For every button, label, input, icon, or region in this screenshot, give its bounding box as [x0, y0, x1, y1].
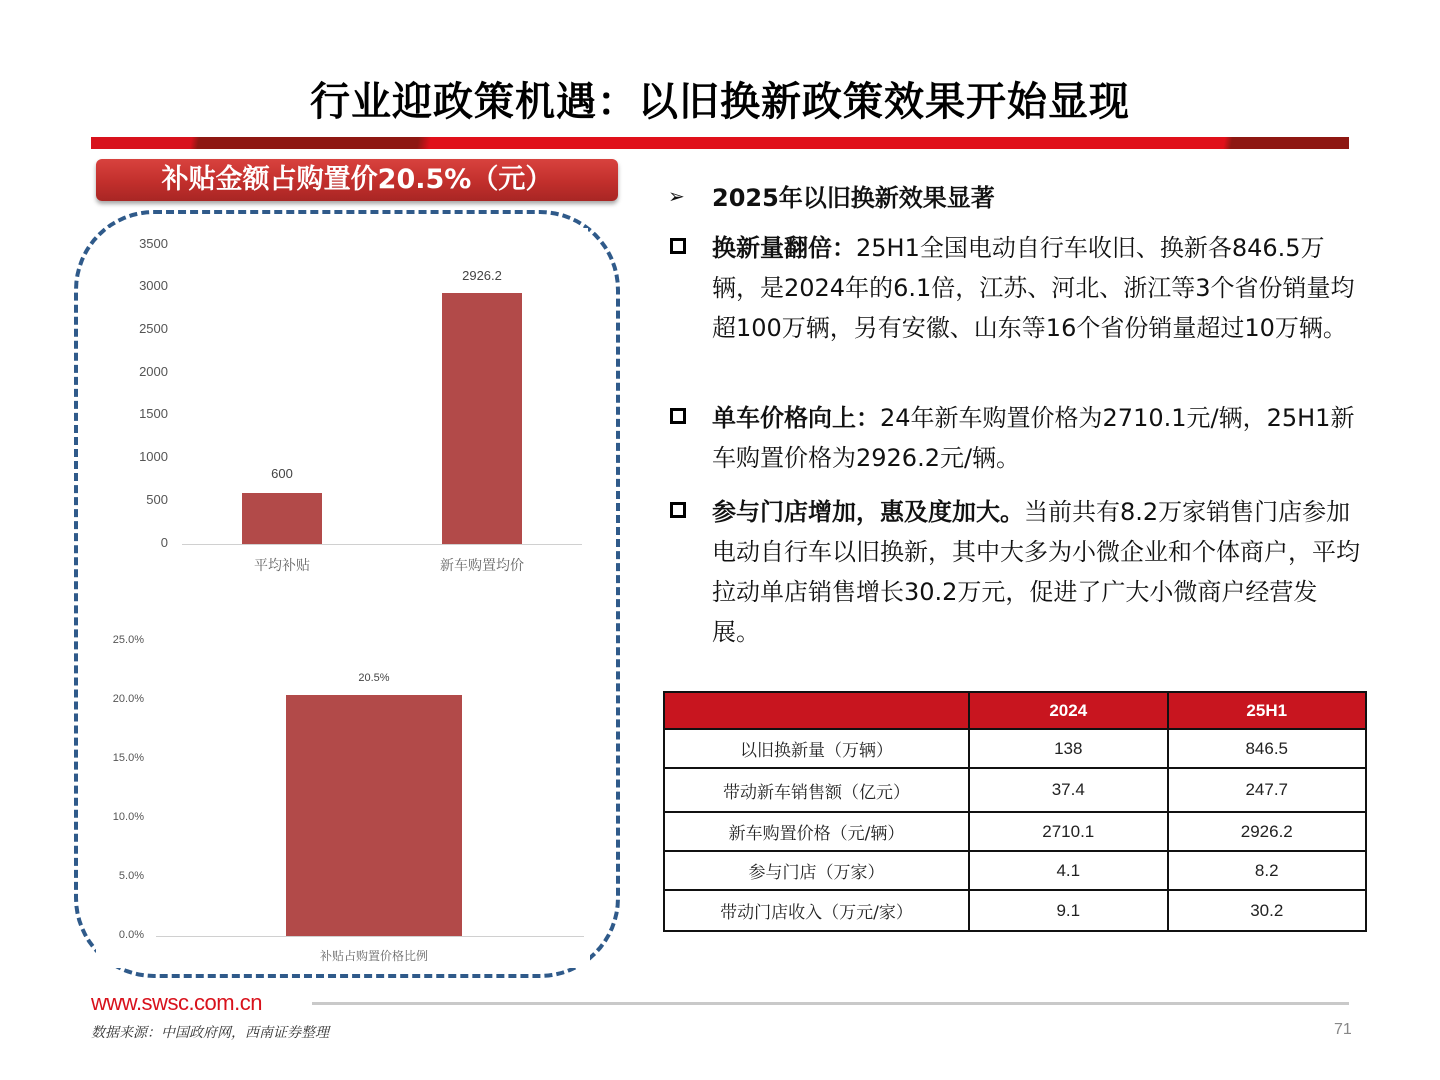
y-tick: 15.0% [112, 752, 144, 764]
bullet-body: 当前共有8.2万家销售门店参加电动自行车以旧换新，其中大多为小微企业和个体商户，平均拉动单店销售增长30.2万元，促进了广大小微商户经营发展。 [712, 498, 1360, 646]
cell-2024: 138 [969, 729, 1167, 768]
page-title: 行业迎政策机遇：以旧换新政策效果开始显现 [310, 79, 1130, 125]
x-category-label: 新车购置均价 [440, 558, 524, 574]
data-table [663, 691, 1367, 932]
x-axis-line [182, 544, 582, 545]
row-label: 参与门店（万家） [664, 851, 969, 890]
footer-website-link[interactable]: www.swsc.com.cn [91, 990, 262, 1015]
y-tick: 2500 [139, 321, 168, 336]
table-row [664, 890, 1366, 931]
row-label: 带动新车销售额（亿元） [664, 768, 969, 812]
bullet-text [712, 492, 1360, 652]
y-tick: 0.0% [118, 929, 144, 941]
data-source-note: 数据来源：中国政府网，西南证券整理 [91, 1025, 329, 1041]
cell-25h1: 30.2 [1168, 890, 1367, 931]
table-header-row [664, 692, 1366, 729]
cell-2024: 4.1 [969, 851, 1167, 890]
square-bullet-icon [670, 408, 686, 424]
cell-25h1: 846.5 [1168, 729, 1367, 768]
y-tick: 3000 [139, 278, 168, 293]
y-tick: 500 [146, 492, 168, 507]
chart-subsidy-ratio [96, 628, 590, 968]
bullet-body: 25H1全国电动自行车收旧、换新各846.5万辆，是2024年的6.1倍，江苏、河北、浙江等3个省份销量均超100万辆，另有安徽、山东等16个省份销量超过10万辆。 [712, 234, 1355, 342]
page-number: 71 [1334, 1021, 1352, 1038]
cell-25h1: 2926.2 [1168, 812, 1367, 851]
row-label: 新车购置价格（元/辆） [664, 812, 969, 851]
column-header [664, 692, 969, 729]
cell-2024: 37.4 [969, 768, 1167, 812]
bullet-bold-lead: 参与门店增加，惠及度加大。 [712, 498, 1024, 526]
y-tick: 1500 [139, 406, 168, 421]
bar-subsidy-ratio [286, 695, 462, 936]
square-bullet-icon [670, 238, 686, 254]
cell-25h1: 247.7 [1168, 768, 1367, 812]
y-tick: 5.0% [118, 870, 144, 882]
x-category-label: 平均补贴 [254, 558, 310, 574]
bullet-body: 24年新车购置价格为2710.1元/辆，25H1新车购置价格为2926.2元/辆。 [712, 404, 1355, 472]
headline-text: 2025年以旧换新效果显著 [712, 184, 995, 212]
column-header: 25H1 [1168, 692, 1367, 729]
row-label: 带动门店收入（万元/家） [664, 890, 969, 931]
y-tick: 0 [160, 535, 168, 550]
y-tick: 20.0% [112, 693, 144, 705]
table-row [664, 729, 1366, 768]
bullet-text [712, 398, 1360, 478]
y-tick: 10.0% [112, 811, 144, 823]
bar-new-vehicle-price [442, 293, 522, 544]
square-bullet-icon [670, 502, 686, 518]
headline [668, 178, 995, 213]
bullet-text [712, 228, 1360, 348]
column-header: 2024 [969, 692, 1167, 729]
bullet-bold-lead: 单车价格向上： [712, 404, 880, 432]
y-tick: 1000 [139, 449, 168, 464]
x-axis-line [156, 936, 584, 937]
chart-subsidy-vs-price [108, 228, 588, 583]
bullet-bold-lead: 换新量翻倍： [712, 234, 856, 262]
y-tick: 3500 [139, 236, 168, 251]
bar-average-subsidy [242, 493, 322, 544]
table-row [664, 851, 1366, 890]
bar-value-label: 20.5% [358, 672, 390, 684]
x-category-label: 补贴占购置价格比例 [319, 949, 428, 963]
table-row [664, 768, 1366, 812]
title-divider-bar [91, 137, 1349, 149]
cell-25h1: 8.2 [1168, 851, 1367, 890]
arrow-bullet-icon: ➢ [668, 183, 685, 208]
chart-banner-title: 补贴金额占购置价20.5%（元） [96, 159, 618, 201]
cell-2024: 2710.1 [969, 812, 1167, 851]
cell-2024: 9.1 [969, 890, 1167, 931]
row-label: 以旧换新量（万辆） [664, 729, 969, 768]
y-tick: 25.0% [112, 634, 144, 646]
bar-value-label: 600 [271, 466, 293, 481]
table-row [664, 812, 1366, 851]
y-tick: 2000 [139, 364, 168, 379]
bar-value-label: 2926.2 [462, 268, 502, 283]
footer-divider [312, 1002, 1349, 1005]
